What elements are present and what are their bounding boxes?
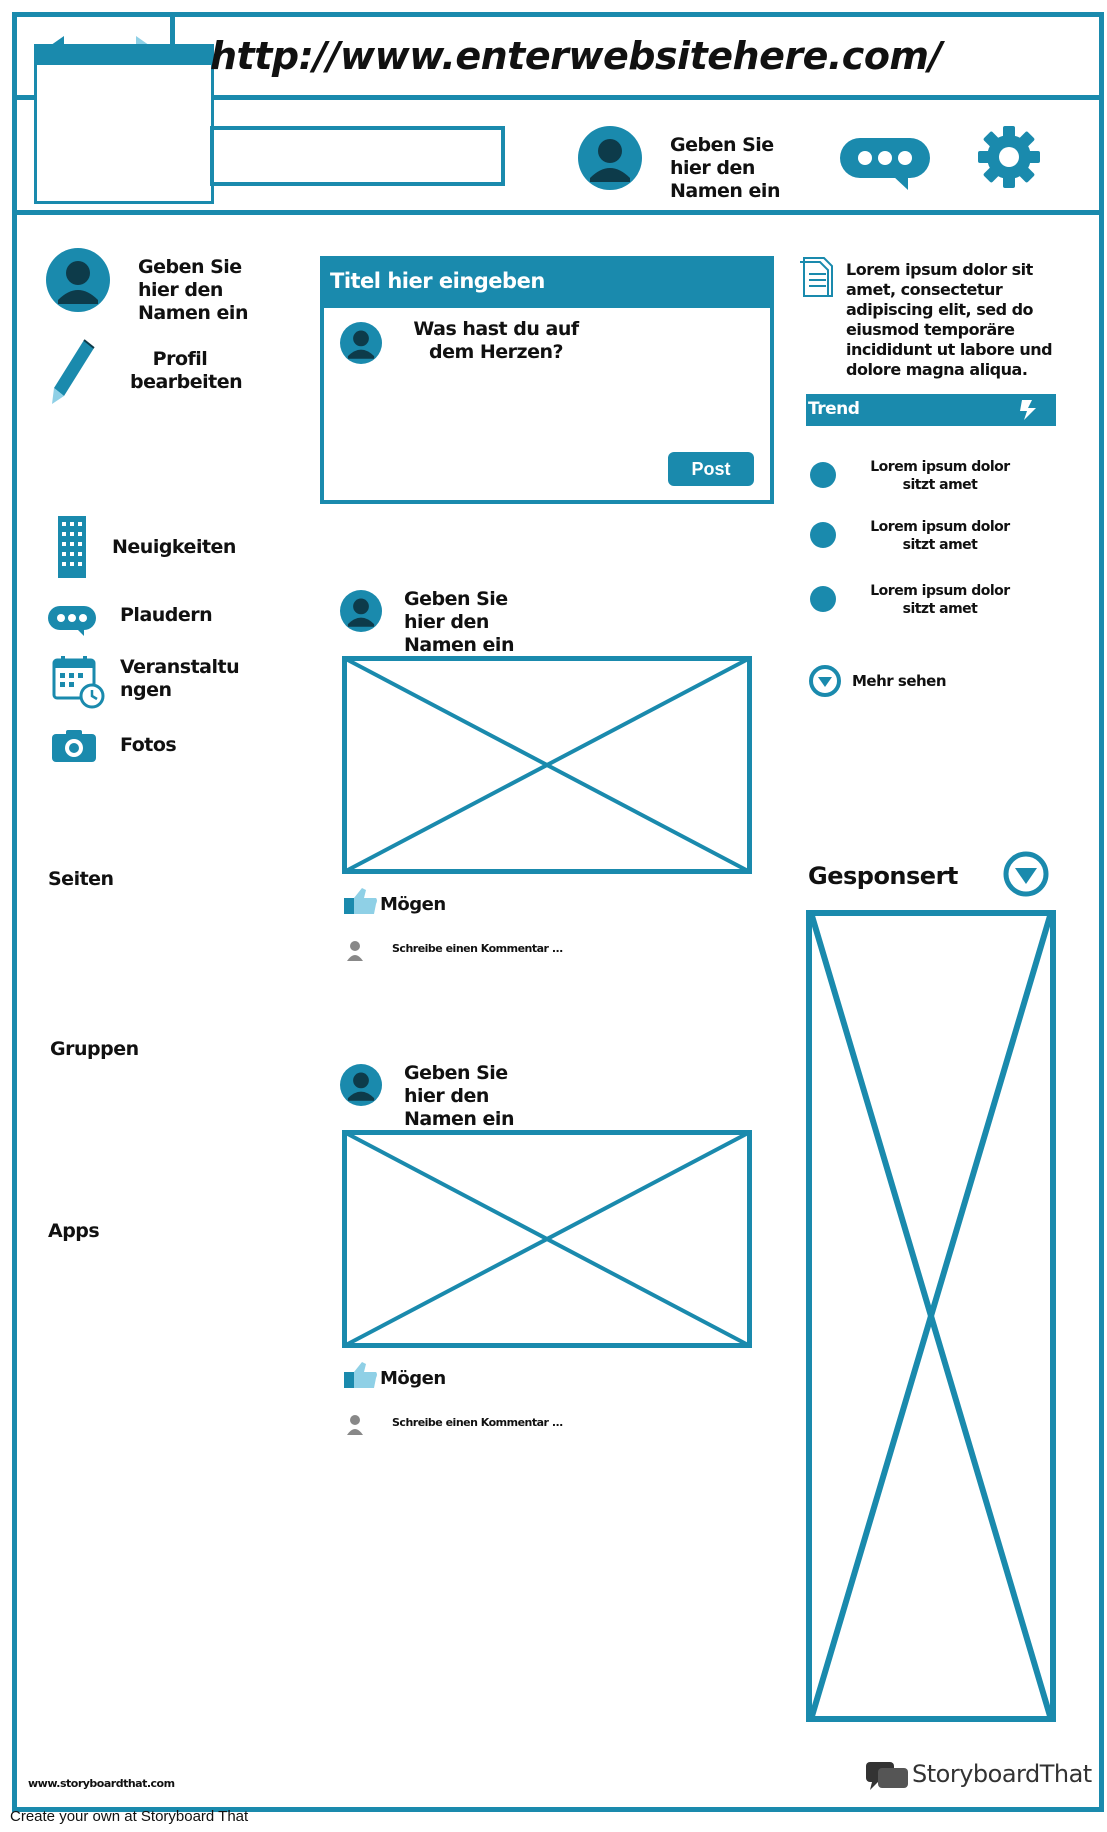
nav-item-news[interactable]: Neuigkeiten	[112, 536, 236, 558]
trend-item[interactable]: Lorem ipsum dolor sitzt amet	[870, 519, 1010, 553]
building-icon	[56, 514, 88, 580]
see-more-link[interactable]: Mehr sehen	[852, 672, 947, 690]
window-thumbnail	[34, 44, 214, 204]
composer-prompt[interactable]: Was hast du auf dem Herzen?	[413, 318, 579, 363]
lightning-icon	[1018, 398, 1040, 422]
logo-bubbles-icon	[864, 1760, 910, 1794]
trend-header	[806, 394, 1056, 426]
trend-bullet	[810, 522, 836, 548]
footer-cta[interactable]: Create your own at Storyboard That	[10, 1808, 249, 1825]
search-input[interactable]	[210, 126, 505, 186]
like-button[interactable]: Mögen	[380, 1368, 446, 1389]
post-image-placeholder	[342, 1130, 752, 1348]
sidebar-profile-name[interactable]: Geben Sie hier den Namen ein	[138, 256, 248, 324]
composer-title: Titel hier eingeben	[324, 260, 770, 308]
thumbs-up-icon[interactable]	[342, 886, 380, 916]
comment-input[interactable]: Schreibe einen Kommentar ...	[392, 942, 563, 955]
section-groups[interactable]: Gruppen	[50, 1038, 139, 1060]
sidebar-avatar[interactable]	[46, 248, 110, 312]
post-author[interactable]: Geben Sie hier den Namen ein	[404, 1062, 514, 1130]
camera-icon	[50, 728, 98, 764]
gear-icon[interactable]	[976, 124, 1042, 190]
notice-text: Lorem ipsum dolor sit amet, consectetur adipiscing elit, sed do eiusmod temporäre incididunt ut labore und dolore magna aliqua.	[846, 260, 1053, 379]
composer-avatar	[340, 322, 382, 364]
storyboardthat-logo[interactable]	[864, 1758, 1092, 1794]
trend-bullet	[810, 462, 836, 488]
pencil-icon	[48, 336, 98, 406]
trend-title: Trend	[808, 399, 860, 419]
commenter-icon	[346, 940, 364, 962]
footer-site[interactable]: www.storyboardthat.com	[28, 1777, 175, 1790]
nav-item-chat[interactable]: Plaudern	[120, 604, 213, 626]
chat-bubble-icon[interactable]	[838, 136, 934, 192]
document-icon	[798, 256, 834, 298]
edit-profile-link[interactable]: Profil bearbeiten	[130, 348, 243, 393]
sponsored-dropdown-icon[interactable]	[1002, 850, 1050, 898]
comment-input[interactable]: Schreibe einen Kommentar ...	[392, 1416, 563, 1429]
commenter-icon	[346, 1414, 364, 1436]
toolbar-divider	[12, 210, 1104, 215]
trend-item[interactable]: Lorem ipsum dolor sitzt amet	[870, 583, 1010, 617]
logo-text: StoryboardThat	[912, 1760, 1092, 1788]
chevron-down-circle-icon[interactable]	[808, 664, 842, 698]
nav-item-photos[interactable]: Fotos	[120, 734, 177, 756]
post-author[interactable]: Geben Sie hier den Namen ein	[404, 588, 514, 656]
post-avatar[interactable]	[340, 590, 382, 632]
header-avatar[interactable]	[578, 126, 642, 190]
header-user-name[interactable]: Geben Sie hier den Namen ein	[670, 134, 780, 202]
like-button[interactable]: Mögen	[380, 894, 446, 915]
sponsored-title: Gesponsert	[808, 862, 958, 890]
section-apps[interactable]: Apps	[48, 1220, 100, 1242]
calendar-icon	[52, 654, 106, 710]
post-image-placeholder	[342, 656, 752, 874]
url-text[interactable]: http://www.enterwebsitehere.com/	[210, 34, 942, 78]
section-pages[interactable]: Seiten	[48, 868, 114, 890]
sponsored-ad-placeholder[interactable]	[806, 910, 1056, 1722]
thumbs-up-icon[interactable]	[342, 1360, 380, 1390]
nav-item-events[interactable]: Veranstaltu ngen	[120, 656, 240, 701]
chat-small-icon	[46, 604, 100, 638]
post-avatar[interactable]	[340, 1064, 382, 1106]
post-button[interactable]: Post	[668, 452, 754, 486]
trend-bullet	[810, 586, 836, 612]
trend-item[interactable]: Lorem ipsum dolor sitzt amet	[870, 459, 1010, 493]
